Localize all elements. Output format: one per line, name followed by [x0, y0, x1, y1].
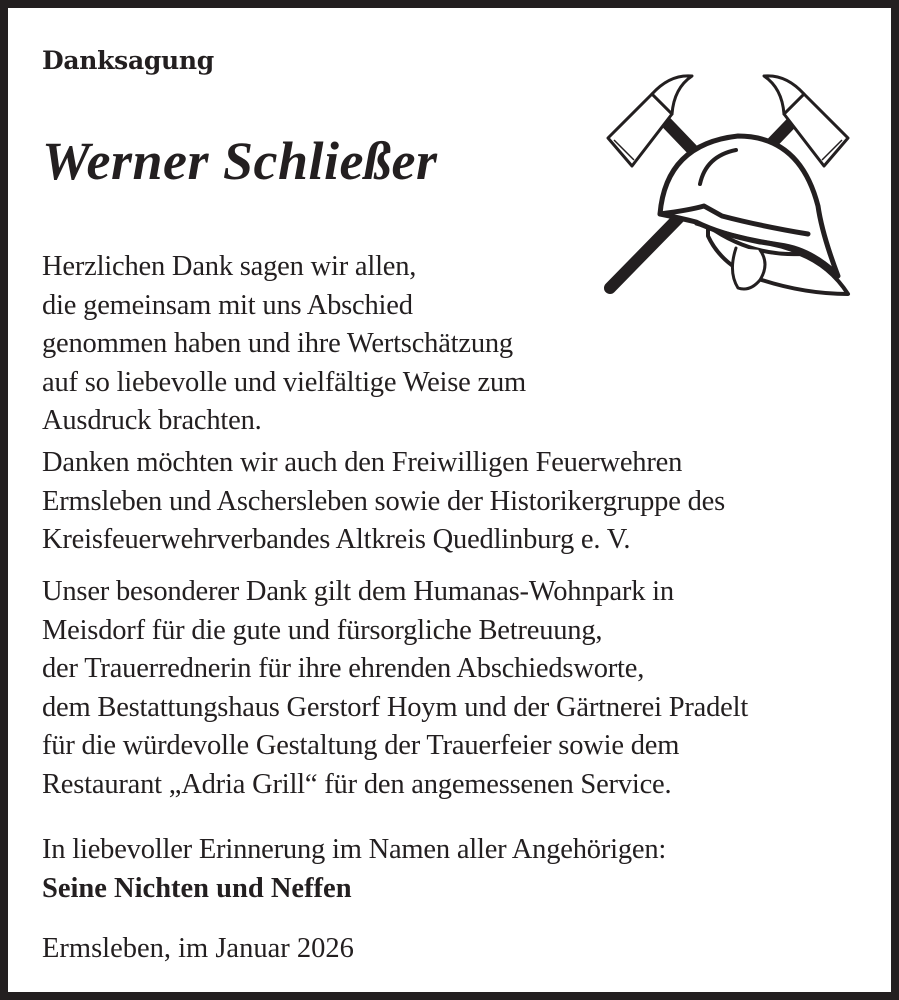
closing-line: In liebevoller Erinnerung im Namen aller Angehörigen:: [42, 834, 667, 865]
text-line: auf so liebevolle und vielfältige Weise zum: [42, 366, 527, 398]
text-line: Danken möchten wir auch den Freiwilligen Feuerwehren: [42, 447, 683, 478]
signature: Seine Nichten und Neffen: [42, 873, 352, 904]
thanks-paragraph-2: [42, 444, 725, 560]
text-line: Ermsleben und Aschersleben sowie der Historikergruppe des: [42, 485, 725, 517]
thanks-paragraph-3: [42, 573, 748, 804]
text-line: für die würdevolle Gestaltung der Trauerfeier sowie dem: [42, 730, 680, 761]
place-and-date: Ermsleben, im Januar 2026: [42, 933, 354, 964]
text-line: der Trauerrednerin für ihre ehrenden Abschiedsworte,: [42, 653, 645, 684]
text-line: die gemeinsam mit uns Abschied: [42, 289, 413, 321]
notice-heading: Danksagung: [42, 46, 214, 75]
text-line: dem Bestattungshaus Gerstorf Hoym und der Gärtnerei Pradelt: [42, 691, 749, 723]
text-line: genommen haben und ihre Wertschätzung: [42, 328, 513, 359]
text-line: Kreisfeuerwehrverbandes Altkreis Quedlinburg e. V.: [42, 524, 631, 555]
text-line: Unser besonderer Dank gilt dem Humanas-Wohnpark in: [42, 576, 674, 607]
text-line: Meisdorf für die gute und fürsorgliche Betreuung,: [42, 614, 603, 646]
thanks-paragraph-1: [42, 248, 526, 441]
text-line: Restaurant „Adria Grill“ für den angemessenen Service.: [42, 768, 672, 800]
deceased-name: Werner Schließer: [42, 131, 438, 191]
text-line: Ausdruck brachten.: [42, 405, 262, 436]
text-line: Herzlichen Dank sagen wir allen,: [42, 251, 417, 282]
firefighter-helmet-crossed-axes-icon: [600, 66, 856, 298]
